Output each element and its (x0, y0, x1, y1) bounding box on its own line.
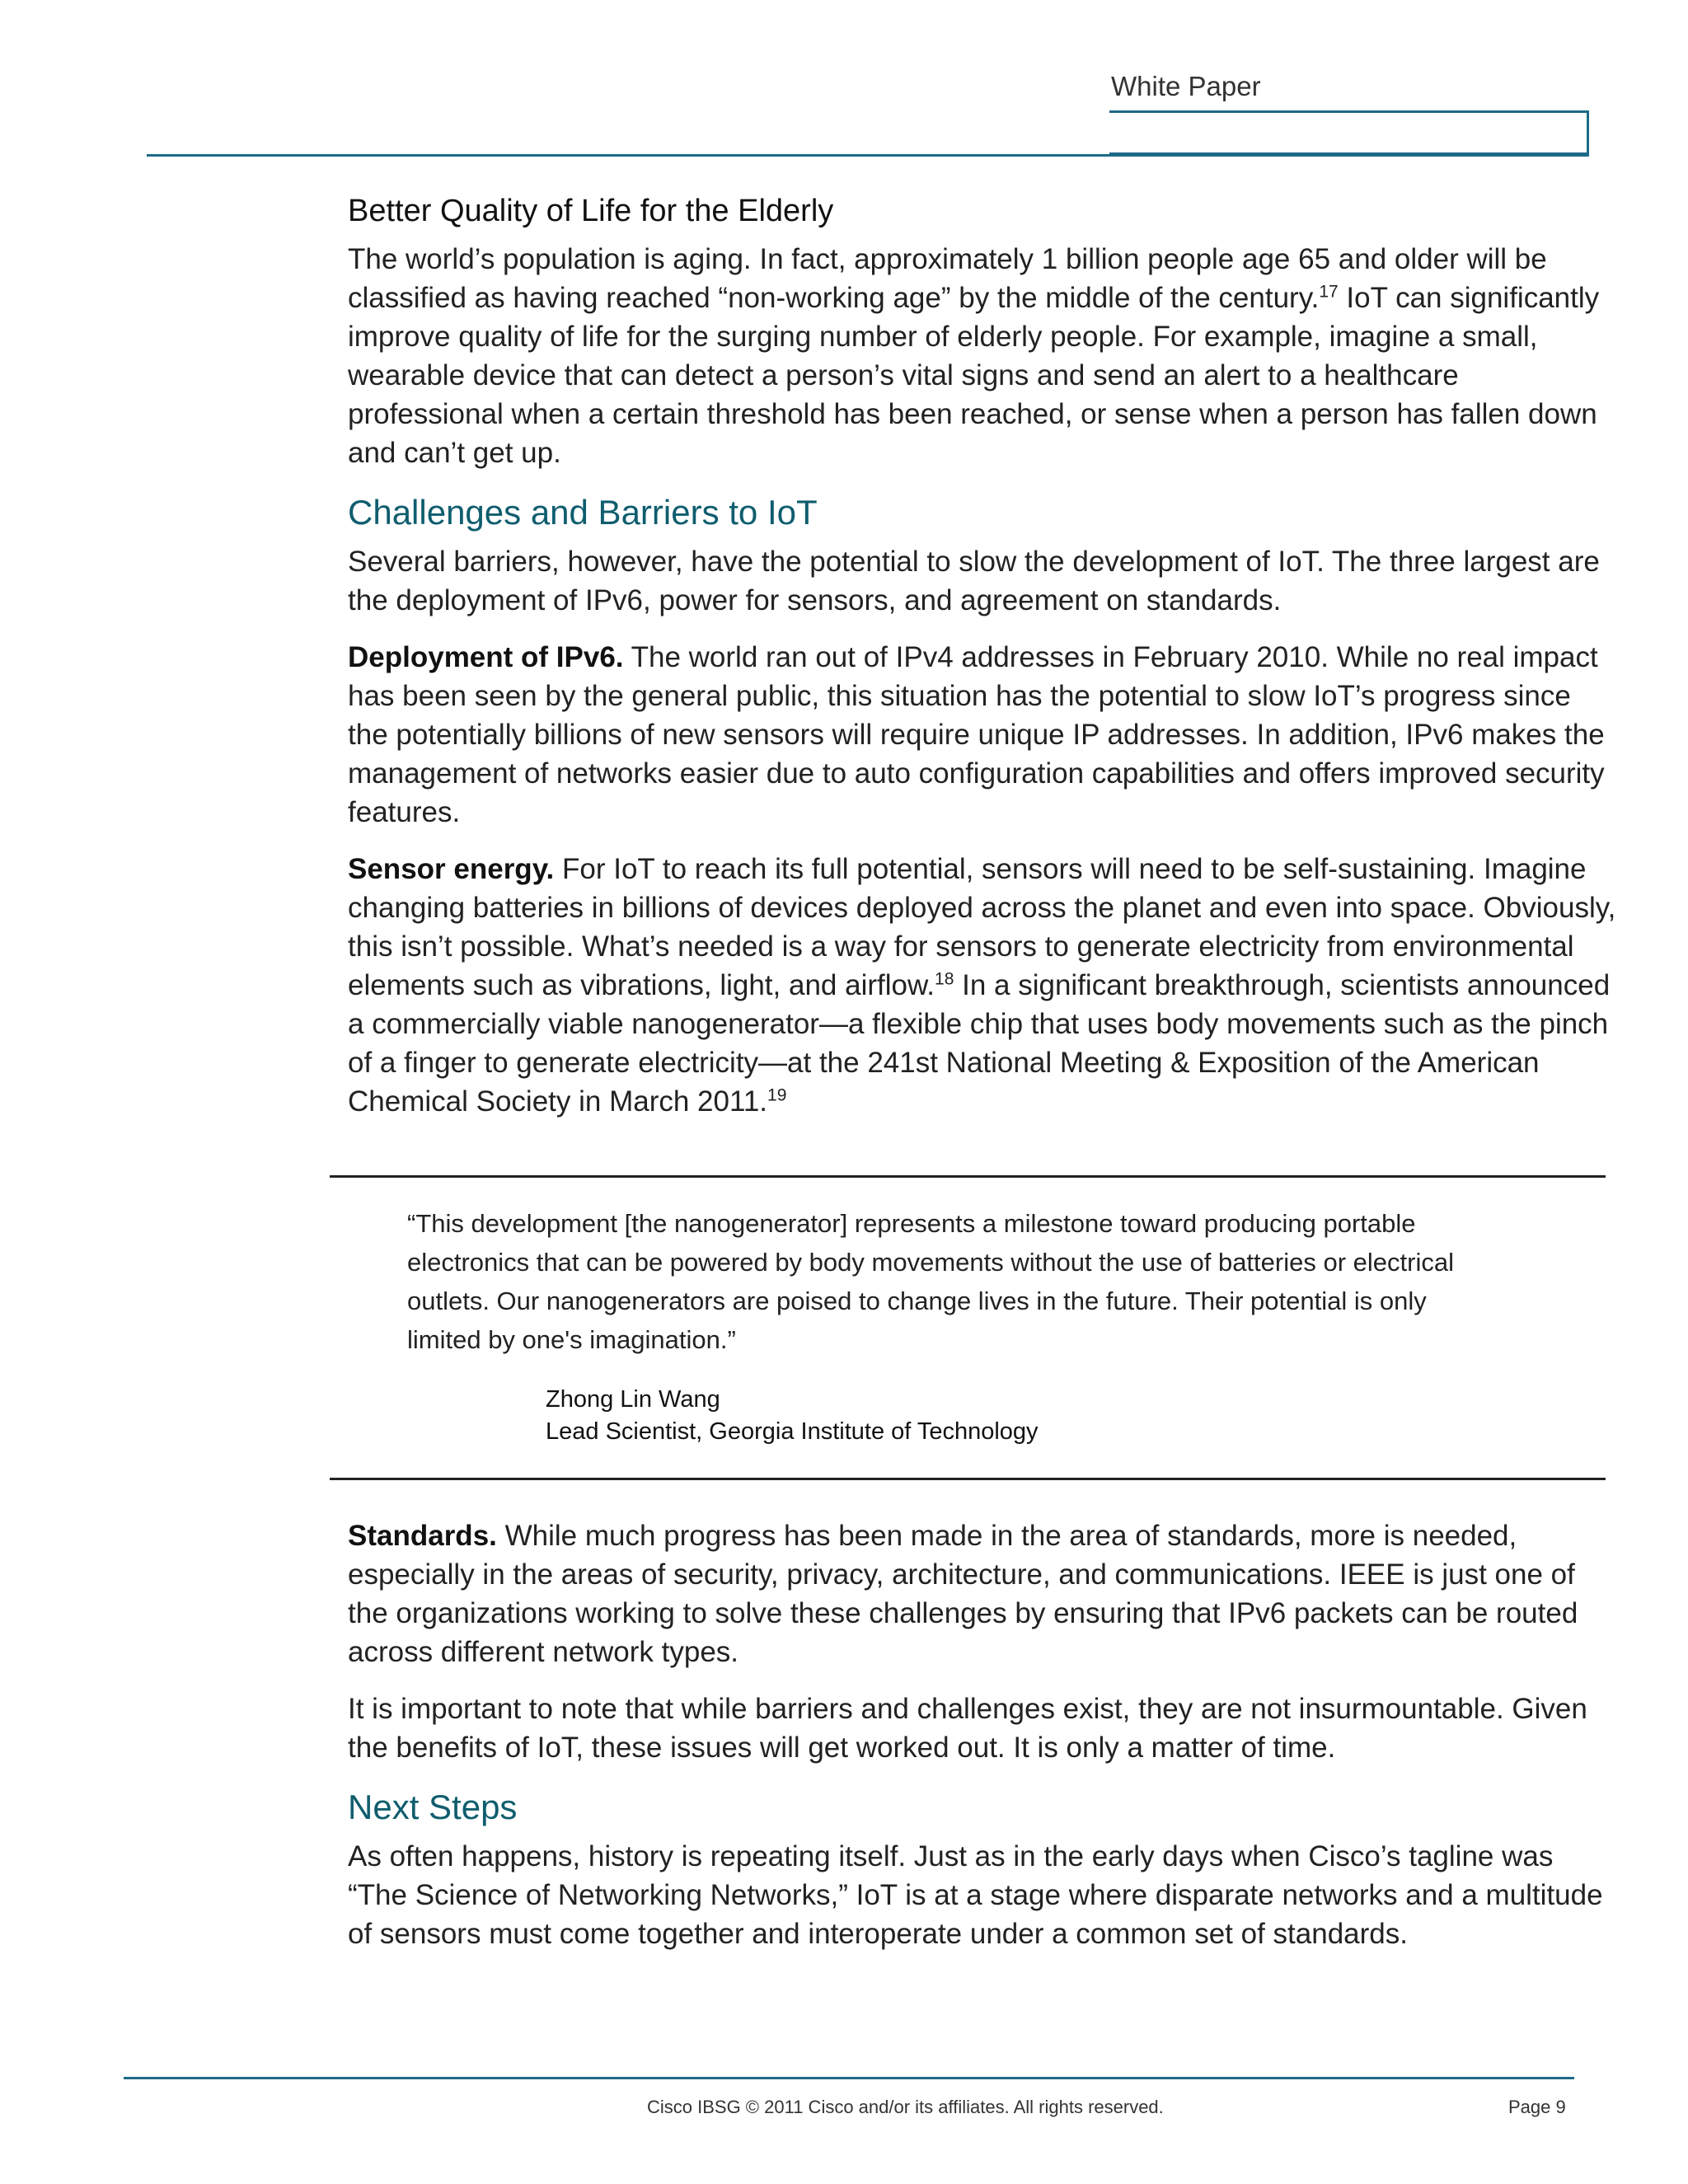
quote-text: “This development [the nanogenerator] represents a milestone toward producing portable electronics that can be powered by body movements without the use of batteries or electrical outlets. Our nanogenerators are poised to change lives in the future. Their potential is only limited by one's imagination.” (407, 1209, 1454, 1354)
paragraph-next-steps: As often happens, history is repeating itself. Just as in the early days when Cisco’s tagline was “The Science of Networking Networks,” IoT is at a stage where disparate networks and a multitude of sensors must come together and interoperate under a common set of standards. (348, 1840, 1603, 1950)
heading-next-steps: Next Steps (348, 1788, 518, 1826)
paragraph-elderly (348, 240, 1617, 472)
footer-rule (124, 2077, 1574, 2079)
paragraph-barriers-note: It is important to note that while barriers and challenges exist, they are not insurmountable. Given the benefits of IoT, these issues will get worked out. It is only a matter of time. (348, 1693, 1587, 1764)
paragraph-standards (348, 1516, 1617, 1671)
quote-attribution (546, 1384, 1039, 1448)
standards-text: While much progress has been made in the area of standards, more is needed, especially in the areas of security, privacy, architecture, and communications. IEEE is just one of the organizations working to solve these challenges by ensuring that IPv6 packets can be routed across different network types. (348, 1520, 1578, 1668)
heading-challenges: Challenges and Barriers to IoT (348, 493, 818, 532)
paragraph-ipv6 (348, 638, 1617, 832)
sensor-lead: Sensor energy. (348, 852, 555, 885)
pull-quote (330, 1175, 1606, 1480)
ipv6-lead: Deployment of IPv6. (348, 640, 624, 673)
header-box (1109, 110, 1589, 155)
paragraph-sensor (348, 850, 1617, 1121)
sensor-text-part1: For IoT to reach its full potential, sensors will need to be self-sustaining. Imagine changing batteries in billions of devices deployed across the planet and even into space. Obviously, this isn’t possible. What’s needed is a way for sensors to generate electricity from environmental elements such as vibrations, light, and airflow. (348, 852, 1616, 1001)
main-content-bottom (348, 1516, 1617, 1971)
footnote-ref-17: 17 (1319, 282, 1339, 302)
footnote-ref-19: 19 (767, 1085, 787, 1105)
quote-author-title: Lead Scientist, Georgia Institute of Technology (546, 1418, 1039, 1445)
paragraph-elderly-part1: The world’s population is aging. In fact, approximately 1 billion people age 65 and older will be classified as having reached “non-working age” by the middle of the century. (348, 243, 1547, 315)
footnote-ref-18: 18 (935, 969, 954, 989)
sensor-text-part2: In a significant breakthrough, scientists announced a commercially viable nanogenerator—a flexible chip that uses body movements such as the pinch of a finger to generate electricity—at the 241st National Meeting & Exposition of the American Chemical Society in March 2011. (348, 968, 1611, 1118)
paragraph-challenges-intro: Several barriers, however, have the potential to slow the development of IoT. The three largest are the deployment of IPv6, power for sensors, and agreement on standards. (348, 545, 1600, 616)
standards-lead: Standards. (348, 1520, 497, 1552)
footer-copyright: Cisco IBSG © 2011 Cisco and/or its affiliates. All rights reserved. (647, 2097, 1164, 2117)
header-label: White Paper (1111, 71, 1261, 101)
ipv6-text: The world ran out of IPv4 addresses in February 2010. While no real impact has been seen by the general public, this situation has the potential to slow IoT’s progress since the potentially billions of new sensors will require unique IP addresses. In addition, IPv6 makes the management of networks easier due to auto configuration capabilities and offers improved security features. (348, 640, 1605, 828)
heading-elderly: Better Quality of Life for the Elderly (348, 194, 834, 228)
header-rule (147, 154, 1589, 157)
paragraph-elderly-part2: IoT can significantly improve quality of life for the surging number of elderly people. For example, imagine a small, wearable device that can detect a person’s vital signs and send an alert to a healthcare professional when a certain threshold has been reached, or sense when a person has fallen down and can’t get up. (348, 282, 1600, 470)
quote-author: Zhong Lin Wang (546, 1386, 720, 1413)
main-content-top (348, 191, 1617, 1139)
page-number: Page 9 (1508, 2097, 1566, 2117)
